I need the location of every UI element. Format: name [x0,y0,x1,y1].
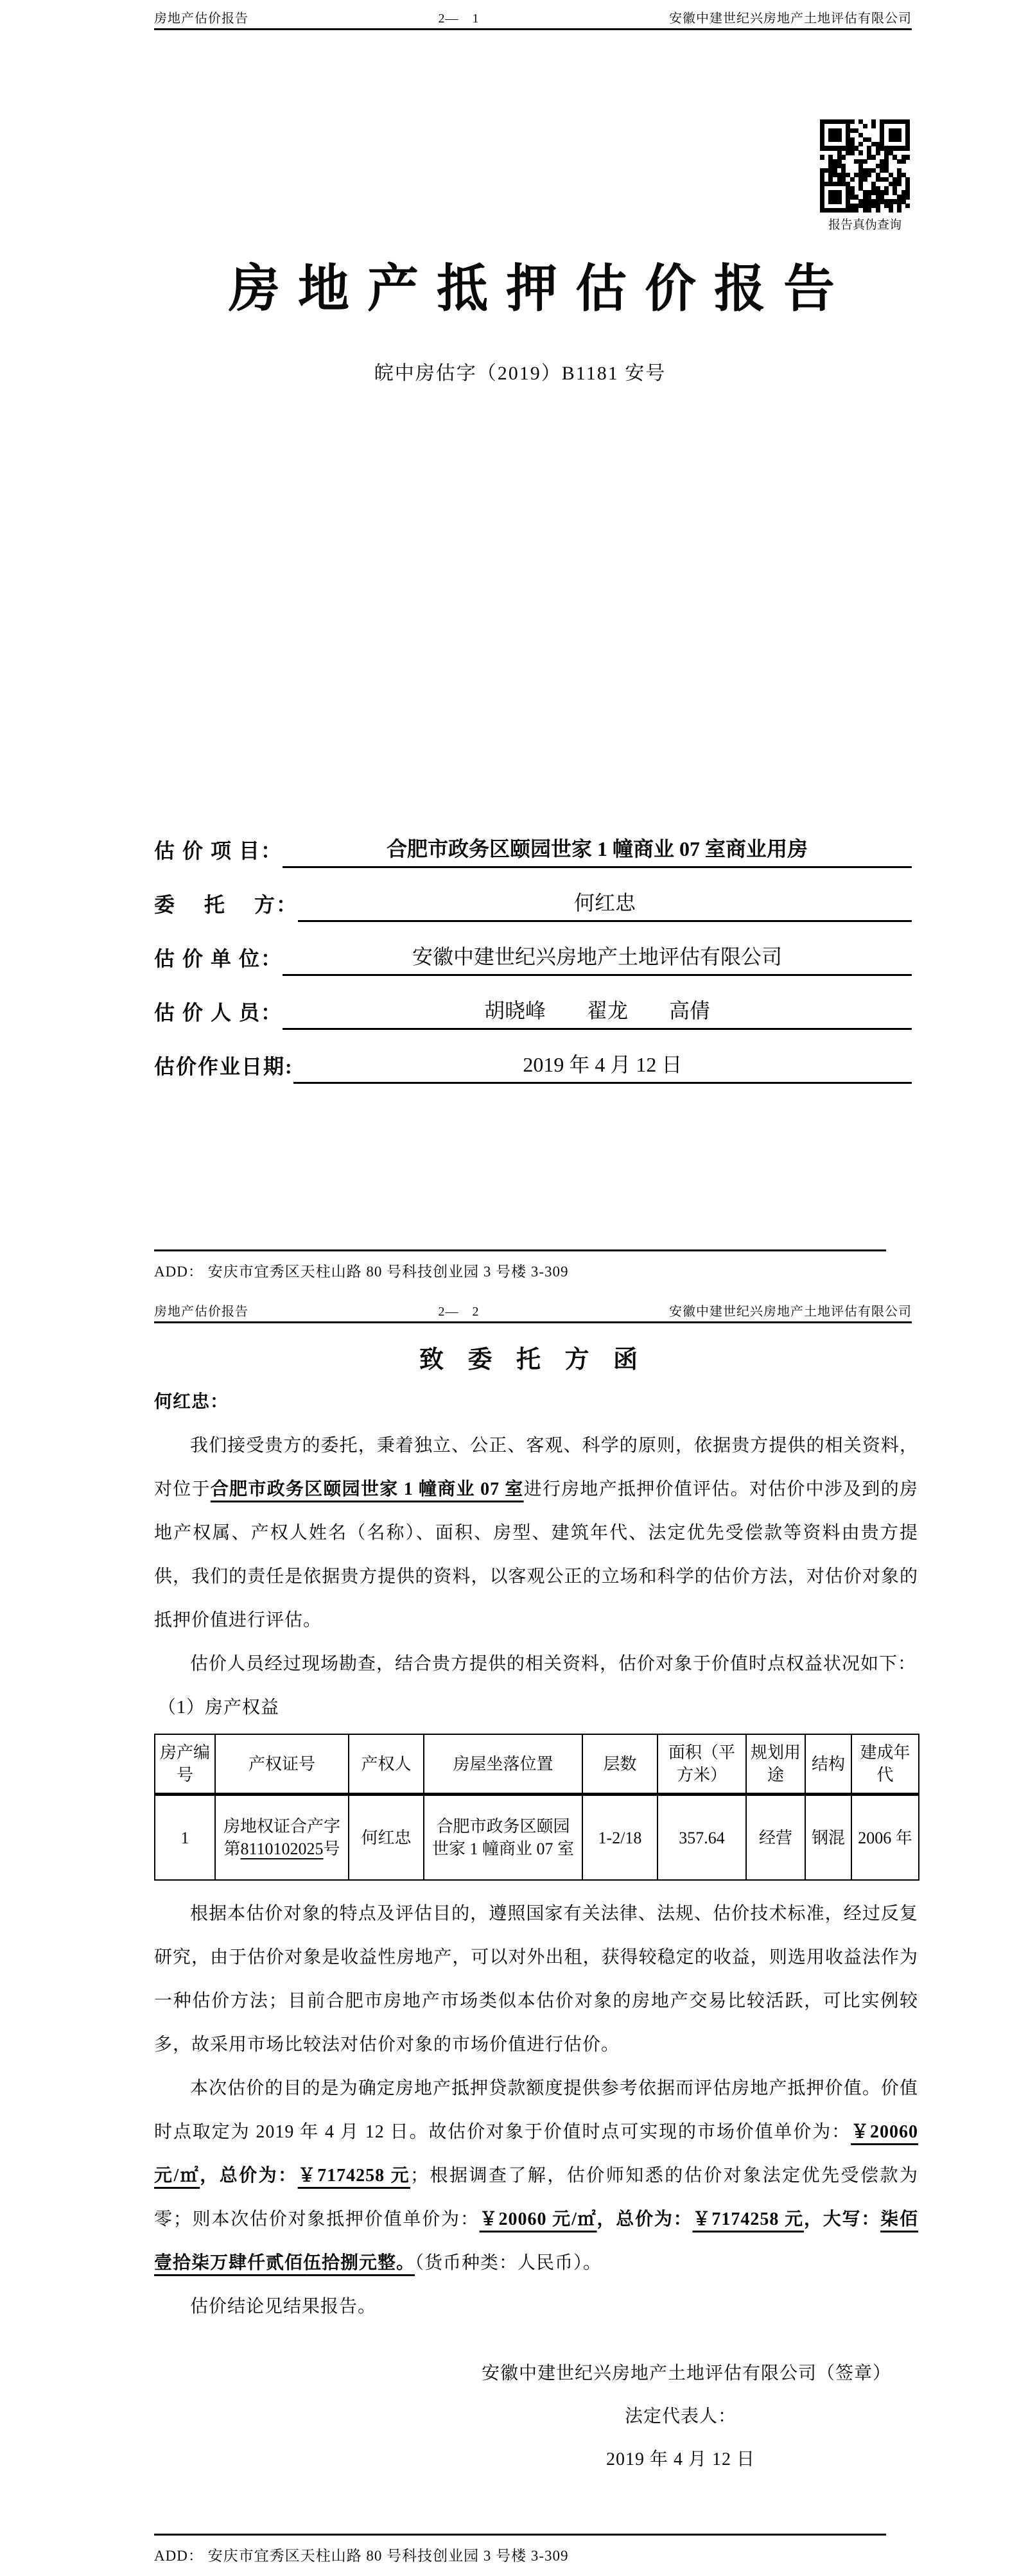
header-company-name: 安徽中建世纪兴房地产土地评估有限公司 [669,1305,912,1319]
field-label: 估价作业日期: [154,1055,293,1078]
cell-use: 经营 [746,1795,805,1881]
page1-running-header [154,8,912,26]
col-header-owner: 产权人 [349,1734,424,1795]
page2-running-header [154,1301,912,1319]
col-header-year: 建成年代 [851,1734,919,1795]
signature-date: 2019 年 4 月 12 日 [605,2450,755,2470]
unit-price-value: ￥20060 元/㎡ [154,2122,918,2186]
field-value: 胡晓峰 翟龙 高倩 [283,995,912,1030]
amount-in-words: 柒佰壹拾柒万肆仟贰佰伍拾捌元整。 [154,2209,918,2274]
col-header-use: 规划用途 [746,1734,805,1795]
field-value: 安徽中建世纪兴房地产土地评估有限公司 [283,941,912,976]
col-header-cert-no: 产权证号 [215,1734,349,1795]
cell-property-no: 1 [155,1795,215,1881]
cell-year: 2006 年 [851,1795,919,1881]
qr-code-icon [820,119,910,213]
signature-company: 安徽中建世纪兴房地产土地评估有限公司（签章） [482,2363,892,2384]
header-page-number: 2— 1 [438,12,480,26]
report-number: 皖中房估字（2019）B1181 安号 [374,363,666,384]
field-label: 估 价 人 员： [154,1001,283,1024]
field-label: 估 价 单 位： [154,947,283,970]
qr-caption: 报告真伪查询 [828,218,901,232]
mortgage-total-price-value: ￥7174258 元 [692,2209,804,2230]
field-agency [154,922,912,976]
header-company-name: 安徽中建世纪兴房地产土地评估有限公司 [669,12,912,26]
footer-rule [154,1249,886,1251]
footer-rule [154,2534,886,2536]
field-value: 2019 年 4 月 12 日 [293,1049,912,1084]
field-client [154,868,912,922]
field-value: 何红忠 [298,887,912,922]
paragraph-conclusion: 估价结论见结果报告。 [190,2297,377,2317]
qr-block [820,119,910,232]
paragraph-valuation-result: 本次估价的目的是为确定房地产抵押贷款额度提供参考依据而评估房地产抵押价值。价值时点取定为 2019 年 4 月 12 日。故估价对象于价值时点可实现的市场价值单价为：￥20060 元/㎡，总价为：￥7174258 元；根据调查了解，估价师知悉的估价对象法定优先受偿款为零；则本次估价对象抵押价值单价为：￥20060 元/㎡，总价为：￥7174258 元，大写：柒佰壹拾柒万肆仟贰佰伍拾捌元整。（货币种类：人民币）。 [154,2078,918,2274]
field-label: 委 托 方： [154,893,299,916]
header-doc-type: 房地产估价报告 [154,12,248,26]
salutation: 何红忠： [154,1392,229,1412]
field-project [154,814,912,868]
list-label-property-rights: （1）房产权益 [158,1698,280,1718]
paragraph-engagement: 我们接受贵方的委托，秉着独立、公正、客观、科学的原则，依据贵方提供的相关资料，对位于合肥市政务区颐园世家 1 幢商业 07 室进行房地产抵押价值评估。对估价中涉及到的房地产权属、产权人姓名（名称）、面积、房型、建筑年代、法定优先受偿款等资料由贵方提供，我们的责任是依据贵方提供的资料，以客观公正的立场和科学的估价方法，对估价对象的抵押价值进行评估。 [154,1436,918,1630]
report-title: 房 地 产 抵 押 估 价 报 告 [229,261,837,318]
footer-address: ADD： 安庆市宜秀区天柱山路 80 号科技创业园 3 号楼 3-309 [154,1264,569,1280]
cell-area: 357.64 [658,1795,746,1881]
field-label: 估 价 项 目： [154,839,283,862]
letter-body [154,1380,918,2481]
signature-block [482,2352,892,2481]
letter-title: 致 委 托 方 函 [419,1346,647,1373]
signature-legal-rep: 法定代表人： [624,2406,736,2427]
cell-floors: 1-2/18 [582,1795,658,1881]
header-doc-type: 房地产估价报告 [154,1305,248,1319]
paragraph-inspection: 估价人员经过现场勘查，结合贵方提供的相关资料，估价对象于价值时点权益状况如下： [190,1654,917,1674]
cell-structure: 钢混 [805,1795,851,1881]
col-header-location: 房屋坐落位置 [424,1734,582,1795]
col-header-property-no: 房产编号 [155,1734,215,1795]
header-rule [154,28,912,30]
table-row [155,1795,919,1881]
header-rule [154,1321,912,1323]
col-header-floors: 层数 [582,1734,658,1795]
property-rights-table [154,1734,919,1881]
total-price-value: ￥7174258 元 [297,2166,411,2186]
col-header-structure: 结构 [805,1734,851,1795]
cover-fields [154,814,912,1084]
header-page-number: 2— 2 [438,1305,480,1319]
cert-number: 8110102025 [240,1840,324,1859]
subject-property-emphasis: 合肥市政务区颐园世家 1 幢商业 07 室 [210,1479,524,1499]
footer-address: ADD： 安庆市宜秀区天柱山路 80 号科技创业园 3 号楼 3-309 [154,2548,569,2564]
col-header-area: 面积（平方米） [658,1734,746,1795]
mortgage-unit-price-value: ￥20060 元/㎡ [479,2209,597,2230]
field-date [154,1030,912,1084]
cell-location: 合肥市政务区颐园世家 1 幢商业 07 室 [424,1795,582,1881]
field-value: 合肥市政务区颐园世家 1 幢商业 07 室商业用房 [283,833,912,868]
table-header-row [155,1734,919,1795]
cell-cert-no: 房地权证合产字第8110102025号 [215,1795,349,1881]
paragraph-methodology: 根据本估价对象的特点及评估目的，遵照国家有关法律、法规、估价技术标准，经过反复研究，由于估价对象是收益性房地产，可以对外出租，获得较稳定的收益，则选用收益法作为一种估价方法；目前合肥市房地产市场类似本估价对象的房地产交易比较活跃，可比实例较多，故采用市场比较法对估价对象的市场价值进行估价。 [154,1904,918,2055]
field-appraisers [154,976,912,1030]
cell-owner: 何红忠 [349,1795,424,1881]
